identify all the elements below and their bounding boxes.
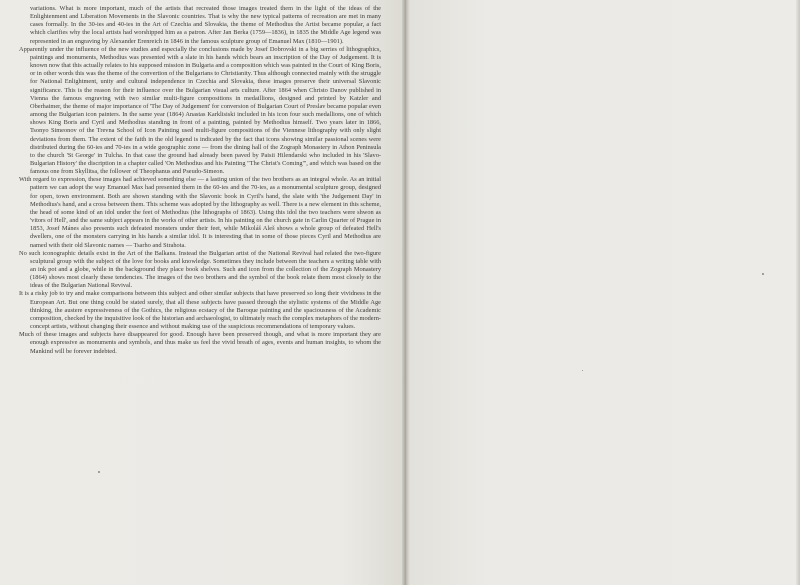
right-page-blank [410, 0, 800, 585]
book-gutter [402, 0, 410, 585]
paragraph: Apparently under the influence of the new studies and especially the conclusions made by Josef Dobrovski in a big serries of lithographics, paintings and monuments, Methodius was presented with a slate in his hands which bears an inscription of the Day of Judgement. It is known now that this actually relates to his supposed mission in Bulgaria and a composition which was painted in the Court of King Boris, or in other words this was the theme of the convertion of the Bulgarians to Christianity. Thus although connected mainly with the struggle for National Enlightment, unity and cultural independence in Czechia and Slovakia, these images preserve their universal Slavonic significance. This is the reason for their influence over the Bulgarian visual arts culture. After 1864 when Christo Danov published in Vienna the famous engraving with two similar multi-figure compositions in medaillions, designed and printed by Katzler and Oberhaimer, the theme of major importance of 'The Day of Judgement' for conversion of Bulgarian Court of Preslav became popular even among the Bulgarian icon painters. In the same year (1864) Anastas Karklisiski included in his icon four such medallions, one of which shows King Boris and Cyril and Methodius standing in front of a painting, painted by Methodius himself. Two years later in 1866, Tsonyo Simeonov of the Trevna School of Icon Painting used multi-figure compositions of the Viennese lithography with only slight deviations from them. The extent of the faith in the old legend is indicated by the fact that icons showing similar passional scenes were distributed during the 60-ies and 70-ies in a wide geographic zone — from the dining hall of the Zograph Monastery in Athon Peninsula to the church 'St George' in Tulcha. In that case the ground had already been paved by Paisii Hilendarski who included in his 'Slavo-Bulgarian History' the discription in a chapter called 'On Methodius and his Painting "The Christ's Coming"', and which was based on the famous one from Skyllitsa, the follower of Theophanus and Pseudo-Simeon. [19, 45, 381, 176]
paragraph: It is a risky job to try and make comparisons between this subject and other similar subjects that have preserved so long their vividness in the European Art. But one thing could be stated surely, that all these subjects have passed through the stylistic systems of the Middle Age thinking, the austere expressiveness of the Gothics, the religious ecstacy of the Baroque painting and the spaciousness of the Academic composition, checked by the inquisitive look of the historian and archaeologist, to ultimately reach the complex metaphors of the modern-concept artists, without changing their essence and without making use of the suspicious recommendations of temporary values. [19, 290, 381, 331]
paragraph: No such iconographic details exist in the Art of the Balkans. Instead the Bulgarian artist of the National Revival had related the two-figure sculptural group with the subject of the love for books and knowledge. Sometimes they include between the teachers a writing table with an ink pot and a globe, while in the background they place book shelves. Such and icon from the collection of the Zograph Monastery (1864) shows most clearly these tendencies. The images of the two brothers and the symbol of the book relate them most closely to the ideas of the Bulgarian National Revival. [19, 249, 381, 290]
body-text [19, 5, 381, 356]
paragraph: Much of these images and subjects have disappeared for good. Enough have been preserved though, and what is more important they are enough expressive as monuments and symbols, and thus make us feel the vivid breath of ages, events and human insights, to whom the Mankind will be forever indebted. [19, 331, 381, 355]
paper-speck [98, 471, 100, 473]
paragraph-continued: variations. What is more important, much of the artists that recreated those images treated them in the light of the ideas of the Enlightenment and Liberation Movements in the Slavonic countries. That is why the new typical patterns of recreation are met in many cases formally. In the 30-ies and 40-ies in the Art of Czechia and Slovakia, the theme of Methodius the Artist became popular, a fact which clarifies why the local artists had worshipped him as a patron. After Jan Berka (1759—1836), in 1835 the Middle Age legend was represented in an engraving by Alexander Erenreich in 1846 in the famous sculpture group of Emanuel Max (1810—1901). [30, 5, 381, 45]
paragraph: With regard to expression, these images had achieved something else — a lasting union of the two brothers as an integral whole. As an initial pattern we can adopt the way Emanuel Max had presented them in the 60-ies and the 70-ies, as a monumental sculpture group, designed for open, town environment. Both are shown standing with the Slavonic book in Cyril's hand, the slate with 'the Judgement Day' in Methodius's hand, and a cross between them. This scheme was adopted by the lithography as well. There is a new element in this scheme, the head of some kind of an idol under the feet of Methodius (the lithographs of 1863). Using this idol the two teachers were shwon as 'vitors of Hell', and the same subject appears in the works of other artists. In his painting on the church gate in Carlin Quarter of Prague in 1853, Josef Mánes also presents such defeated monsters under their feet, while Mikoláš Aleš shows a whole group of defeated Hell's dwellers, one of the monsters carrying in his hands a similar idol. It is interesting that in some of those pieces Cyril and Methodius are named with their old Slavonic names — Tsarho and Strahota. [19, 176, 381, 249]
paper-speck [582, 370, 583, 371]
paper-speck [762, 273, 764, 275]
page-edge [796, 0, 800, 585]
